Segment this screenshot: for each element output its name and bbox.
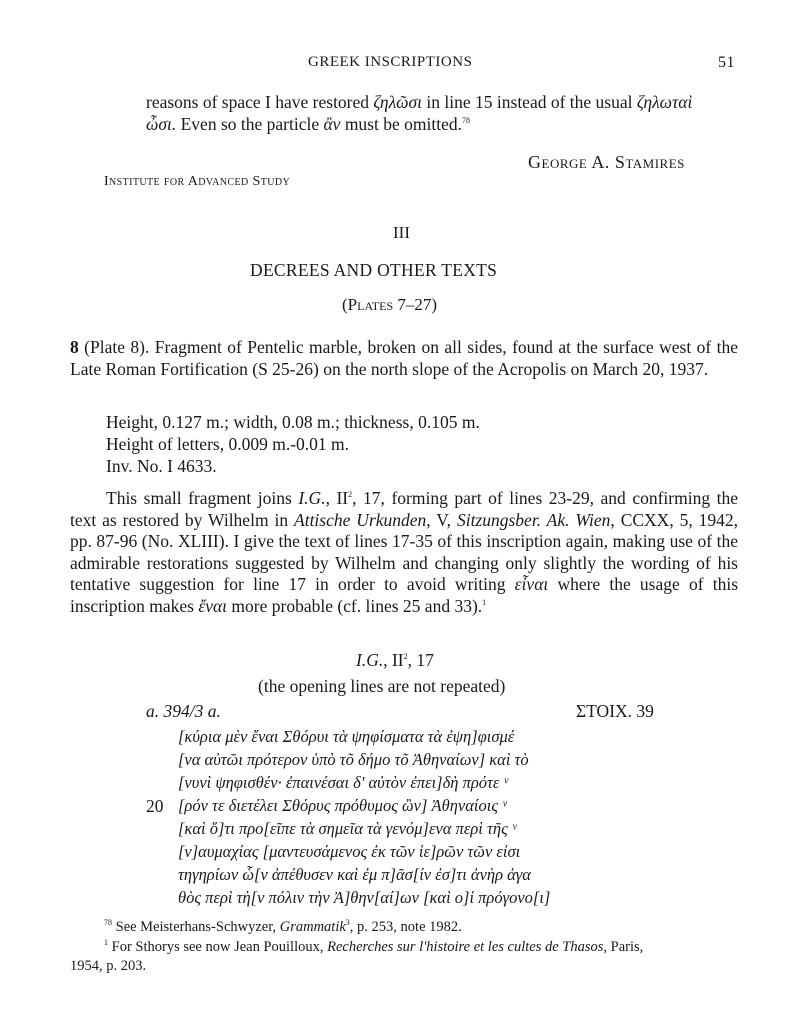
citation-title: Attische Urkunden [294,509,427,530]
citation: I.G. [298,488,326,508]
stoichedon-count: ΣΤΟΙΧ. 39 [576,701,654,721]
inscription-line: [ν]αυμαχίας [μαντευσάμενος ἐκ τῶν ἱε]ρῶν τῶν εἰσι [178,842,521,861]
footnote-text: See Meisterhans-Schwyzer, [115,919,277,935]
inscription-line: τηγηρίων ὧ[ν ἀπέθυσεν καὶ ἐμ π]ᾶσ[ίν ἐσ]τι ἀνὴρ ἀγα [178,865,531,884]
inscription-subheading: (the opening lines are not repeated) [258,676,506,696]
inscription-heading [356,650,434,671]
greek-word: ζηλωταὶ [636,92,693,112]
paragraph-text: where the usage of this inscription makes [70,574,739,616]
running-title: GREEK INSCRIPTIONS [308,54,473,70]
paragraph-text: , II [325,488,349,508]
greek-word: ἂν [323,114,341,134]
inscription-date: a. 394/3 a. [146,701,221,721]
commentary-paragraph [70,488,738,617]
greek-word: ὦσι. [146,114,177,134]
institution: Institute for Advanced Study [104,174,291,189]
inscription-line: [ρόν τε διετέλει Σθόρυς πρόθυμος ὢν] Ἀθηναίοις ᵛ [178,796,507,815]
intro-text: in line 15 instead of the usual [426,92,633,112]
footnote-mark: 1 [104,938,108,948]
footnote-mark: 78 [104,918,112,928]
author-signature: George A. Stamires [528,152,685,172]
superscript: 2 [403,652,408,662]
superscript: 2 [348,490,353,500]
dimensions-1: Height, 0.127 m.; width, 0.08 m.; thickness, 0.105 m. [106,412,480,432]
citation-title: Sitzungsber. Ak. Wien [456,509,611,530]
footnote-title: Grammatik [279,919,346,935]
footnote-text: , Paris, [603,939,644,955]
inscription-line: [να αὐτῶι πρότερον ὑπὸ τõ δήμο τõ Ἀθηναίων] καὶ τὸ [178,750,529,769]
footnote-ref: 1 [482,597,487,607]
section-numeral: III [393,223,410,242]
paragraph-text: This small fragment joins [106,488,292,508]
intro-line-1 [146,92,692,113]
heading-text: , II [383,650,404,670]
superscript: 3 [345,918,350,928]
greek-word: εἶναι [514,574,549,594]
intro-text: Even so the particle [180,114,320,134]
greek-word: ζηλῶσι [373,92,423,112]
inscription-line: [κύρια μὲν ἔναι Σθόρυι τὰ ψηφίσματα τὰ ἐψη]φισμέ [178,727,515,746]
intro-text: must be omitted. [344,114,462,134]
paragraph-text: , CCXX, 5, 1942, pp. 87-96 (No. XLIII). I give the text of lines 17-35 of this inscription again, making use of the admirable restorations suggested by Wilhelm and changing only slightly the wording of his tentative suggestion for line 17 in order to avoid writing [70,509,739,594]
footnote-78 [104,919,462,936]
line-number: 20 [146,796,164,816]
inscription-line: [νυνὶ ψηφισθέν· ἐπαινέσαι δ' αὐτὸν ἐπει]δὴ πρότε ᵛ [178,773,509,792]
paragraph-text: , 17, forming part of lines 23-29, and confirming the text as restored by Wilhelm in [70,488,738,530]
inventory-number: Inv. No. I 4633. [106,456,217,476]
footnote-ref: 78 [461,116,470,126]
page-number: 51 [718,54,735,71]
paragraph-text: , V, [426,509,452,530]
greek-word: ἔναι [198,595,228,616]
paragraph-text: more probable (cf. lines 25 and 33). [231,595,483,616]
inscription-line: [καὶ ὅ]τι προ[εῖπε τὰ σημεῖα τὰ γενόμ]ενα περὶ τῆς ᵛ [178,819,517,838]
footnote-text: , p. 253, note 1982. [349,919,462,935]
plates-ref: (Plates 7–27) [342,295,438,314]
entry-text: (Plate 8). Fragment of Pentelic marble, broken on all sides, found at the surface west of the Late Roman Fortification (S 25-26) on the north slope of the Acropolis on March 20, 1937. [70,337,738,379]
intro-text: reasons of space I have restored [146,92,370,112]
footnote-title: Recherches sur l'histoire et les cultes de Thasos [327,939,604,955]
section-title: DECREES AND OTHER TEXTS [250,260,498,280]
footnote-1-continued: 1954, p. 203. [70,958,147,974]
entry-description [70,337,738,380]
footnote-text: For Sthorys see now Jean Pouilloux, [111,939,324,955]
intro-line-2 [146,114,470,135]
inscription-line: θὸς περὶ τὴ[ν πόλιν τὴν Ἀ]θην[αί]ων [καὶ ο]ἱ πρόγονο[ι] [178,888,551,907]
entry-number: 8 [70,337,79,357]
footnote-1 [104,939,643,956]
citation: I.G. [356,650,384,670]
heading-text: , 17 [407,650,434,670]
dimensions-2: Height of letters, 0.009 m.-0.01 m. [106,434,350,454]
